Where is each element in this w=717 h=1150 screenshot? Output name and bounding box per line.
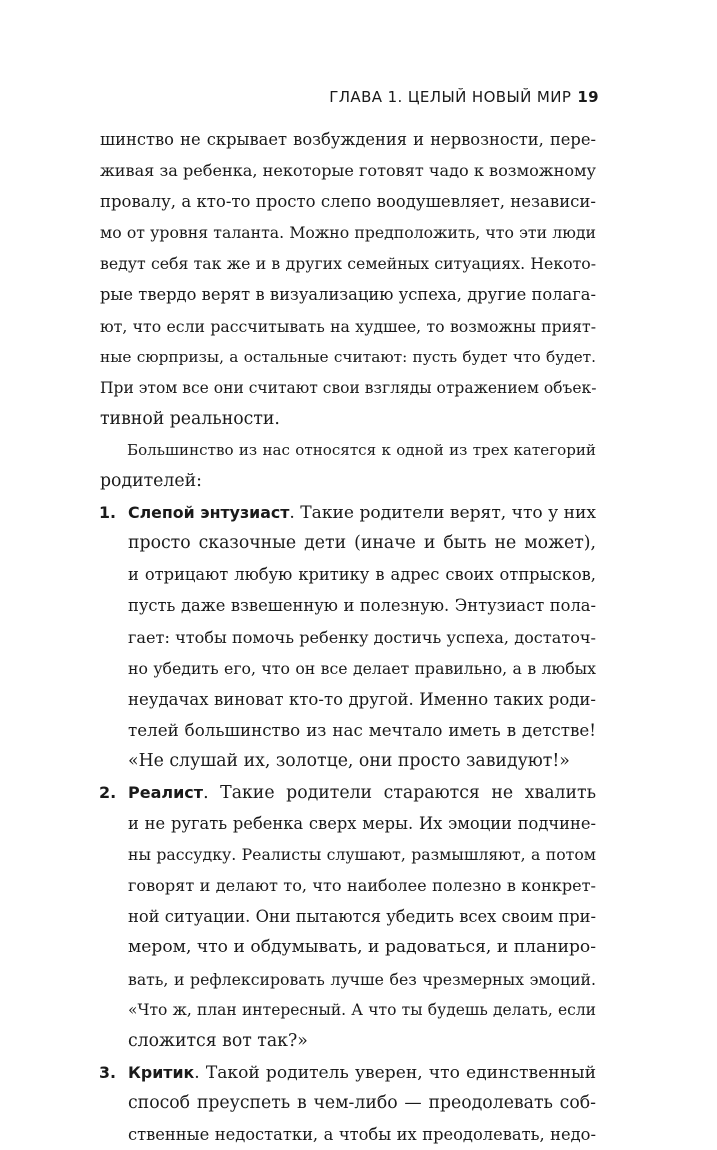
list-item-first-line xyxy=(100,497,596,528)
text-line: ственные недостатки, а чтобы их преодолевать, недо- xyxy=(128,1125,596,1144)
text-line: гает: чтобы помочь ребенку достичь успеха, достаточ- xyxy=(128,627,596,647)
text-line: ной ситуации. Они пытаются убедить всех своим при- xyxy=(128,907,596,927)
text-line: Большинство из нас относятся к одной из трех категорий xyxy=(127,440,596,459)
list-item-first-line xyxy=(100,777,596,808)
list-number: 1. xyxy=(99,503,116,523)
text-line: «Что ж, план интересный. А что ты будешь делать, если xyxy=(128,1000,596,1019)
list-text: . Такие родители верят, что у них xyxy=(289,503,597,524)
list-item xyxy=(100,1057,596,1150)
text-line: живая за ребенка, некоторые готовят чадо к возможному xyxy=(100,161,596,181)
text-line: родителей: xyxy=(100,471,202,492)
text-line: неудачах виноват кто-то другой. Именно таких роди- xyxy=(128,689,596,709)
text-line: мо от уровня таланта. Можно предположить, что эти люди xyxy=(100,223,596,243)
text-line: мером, что и обдумывать, и радоваться, и планиро- xyxy=(128,937,596,958)
list-text: . Такие родители стараются не хвалить xyxy=(203,782,596,803)
text-line: пусть даже взвешенную и полезную. Энтузиаст пола- xyxy=(128,596,596,616)
text-line: шинство не скрывает возбуждения и нервозности, пере- xyxy=(100,130,596,149)
text-line: рые твердо верят в визуализацию успеха, другие полага- xyxy=(100,285,596,305)
text-line: ны рассудку. Реалисты слушают, размышляют, а потом xyxy=(128,845,596,865)
list-number: 3. xyxy=(99,1062,116,1082)
list-keyword: Критик xyxy=(128,1062,195,1082)
text-line: и отрицают любую критику в адрес своих отпрысков, xyxy=(128,565,596,585)
list-keyword: Реалист xyxy=(128,782,204,802)
list-item-first-line xyxy=(100,1057,596,1088)
text-line: способ преуспеть в чем-либо — преодолевать соб- xyxy=(128,1092,596,1113)
list-text: . Такой родитель уверен, что единственный xyxy=(194,1062,596,1083)
body-text xyxy=(100,124,596,1150)
text-line: телей большинство из нас мечтало иметь в детстве! xyxy=(128,719,596,740)
list-item xyxy=(100,497,596,777)
text-line: вать, и рефлексировать лучше без чрезмерных эмоций. xyxy=(128,969,596,989)
text-line: ведут себя так же и в других семейных ситуациях. Некото- xyxy=(100,254,596,274)
text-line: провалу, а кто-то просто слепо воодушевляет, независи- xyxy=(100,192,596,212)
chapter-title: ГЛАВА 1. ЦЕЛЫЙ НОВЫЙ МИР xyxy=(329,88,572,106)
text-line: сложится вот так?» xyxy=(128,1030,308,1051)
list-number: 2. xyxy=(99,782,117,802)
paragraph-continuation xyxy=(100,124,596,435)
text-line: просто сказочные дети (иначе и быть не может), xyxy=(128,533,596,554)
text-line: ют, что если рассчитывать на худшее, то возможны прият- xyxy=(100,316,596,336)
text-line: тивной реальности. xyxy=(100,408,280,429)
list-keyword: Слепой энтузиаст xyxy=(128,503,290,523)
list-item xyxy=(100,777,596,1057)
page-number: 19 xyxy=(577,88,599,106)
text-line: и не ругать ребенка сверх меры. Их эмоции подчине- xyxy=(128,814,596,834)
text-line: При этом все они считают свои взгляды отражением объек- xyxy=(100,378,597,397)
text-line: «Не слушай их, золотце, они просто завидуют!» xyxy=(128,750,570,771)
text-line: говорят и делают то, что наиболее полезно в конкрет- xyxy=(128,876,596,896)
running-head xyxy=(329,88,599,106)
text-line: но убедить его, что он все делает правильно, а в любых xyxy=(128,658,596,678)
text-line: ные сюрпризы, а остальные считают: пусть будет что будет. xyxy=(100,347,596,366)
paragraph-intro xyxy=(100,435,596,497)
